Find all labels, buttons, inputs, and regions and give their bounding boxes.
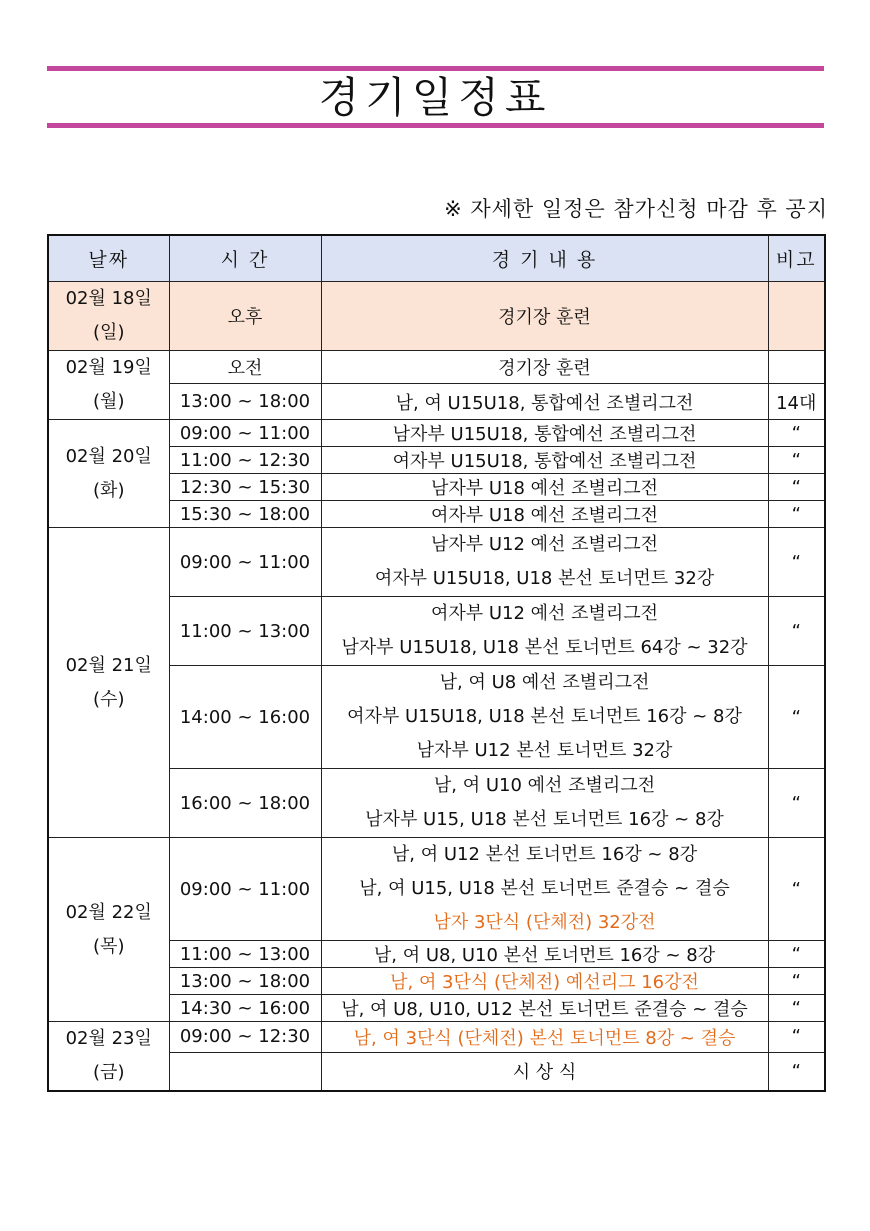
content-line: 여자부 U15U18, 통합예선 조별리그전 [392,451,697,472]
content-line: 여자부 U12 예선 조별리그전 [430,603,659,624]
time-cell [169,1052,321,1091]
header-content: 경 기 내 용 [321,235,768,282]
content-cell [321,384,768,420]
content-line: 경기장 훈련 [498,358,591,380]
title-bottom-rule [47,123,824,128]
remark-cell: “ [768,447,825,474]
content-line-highlight: 남, 여 3단식 (단체전) 본선 토너먼트 8강 ~ 결승 [353,1027,736,1049]
content-line: 남자부 U12 본선 토너먼트 32강 [416,740,673,761]
remark-cell: “ [768,968,825,995]
content-cell [321,597,768,666]
remark-cell: “ [768,941,825,968]
content-cell [321,1052,768,1091]
time-cell: 14:30 ~ 16:00 [169,995,321,1022]
content-cell [321,282,768,351]
remark-cell: 14대 [768,384,825,420]
date-label: 02월 22일 [65,901,152,923]
date-cell [48,528,169,838]
content-line: 경기장 훈련 [498,307,591,328]
content-cell [321,351,768,384]
weekday-label: (월) [93,391,125,412]
remark-cell: “ [768,597,825,666]
remark-cell: “ [768,1052,825,1091]
content-cell [321,838,768,941]
time-cell: 11:00 ~ 13:00 [169,597,321,666]
content-line-highlight: 남, 여 3단식 (단체전) 예선리그 16강전 [390,972,699,993]
remark-cell [768,282,825,351]
content-cell [321,941,768,968]
date-label: 02월 20일 [65,445,152,467]
time-cell: 16:00 ~ 18:00 [169,769,321,838]
time-cell: 13:00 ~ 18:00 [169,968,321,995]
table-row [48,1022,825,1053]
time-cell: 오전 [169,351,321,384]
header-date: 날짜 [48,235,169,282]
content-line: 남, 여 U10 예선 조별리그전 [433,775,656,796]
table-row [48,282,825,351]
content-cell [321,447,768,474]
header-remark: 비고 [768,235,825,282]
time-cell: 오후 [169,282,321,351]
time-cell: 09:00 ~ 12:30 [169,1022,321,1053]
content-cell [321,501,768,528]
remark-cell: “ [768,474,825,501]
date-cell [48,838,169,1022]
table-row [48,838,825,941]
content-line: 남, 여 U12 본선 토너먼트 16강 ~ 8강 [391,844,698,865]
table-row [48,420,825,447]
content-line: 여자부 U18 예선 조별리그전 [430,505,659,526]
content-line: 남자부 U15U18, 통합예선 조별리그전 [392,424,697,445]
content-cell [321,666,768,769]
content-line: 남, 여 U8, U10, U12 본선 토너먼트 준결승 ~ 결승 [341,999,748,1020]
weekday-label: (금) [93,1062,125,1083]
date-label: 02월 18일 [65,288,152,309]
weekday-label: (화) [93,479,125,501]
remark-cell: “ [768,420,825,447]
content-line: 남, 여 U8 예선 조별리그전 [439,672,650,693]
schedule-note: ※ 자세한 일정은 참가신청 마감 후 공지 [444,197,828,221]
remark-cell [768,351,825,384]
remark-cell: “ [768,769,825,838]
content-cell [321,474,768,501]
time-cell: 09:00 ~ 11:00 [169,838,321,941]
time-cell: 15:30 ~ 18:00 [169,501,321,528]
weekday-label: (일) [93,322,125,343]
remark-cell: “ [768,838,825,941]
date-label: 02월 21일 [65,654,152,676]
content-line: 남자부 U15, U18 본선 토너먼트 16강 ~ 8강 [365,809,724,830]
content-cell [321,420,768,447]
content-line: 남, 여 U15, U18 본선 토너먼트 준결승 ~ 결승 [359,878,730,899]
weekday-label: (수) [93,688,125,710]
content-cell [321,528,768,597]
time-cell: 09:00 ~ 11:00 [169,528,321,597]
date-cell [48,282,169,351]
content-cell [321,995,768,1022]
table-header-row [48,235,825,282]
content-line-highlight: 남자 3단식 (단체전) 32강전 [433,912,656,933]
content-line: 남, 여 U8, U10 본선 토너먼트 16강 ~ 8강 [373,945,716,966]
time-cell: 11:00 ~ 12:30 [169,447,321,474]
date-label: 02월 23일 [65,1028,152,1049]
content-cell [321,1022,768,1053]
time-cell: 11:00 ~ 13:00 [169,941,321,968]
content-line: 남자부 U18 예선 조별리그전 [430,478,659,499]
content-line: 남, 여 U15U18, 통합예선 조별리그전 [395,392,694,414]
content-line: 남자부 U12 예선 조별리그전 [430,534,659,555]
date-label: 02월 19일 [65,357,152,378]
remark-cell: “ [768,995,825,1022]
date-cell [48,420,169,528]
page-title: 경기일정표 [318,73,552,122]
remark-cell: “ [768,528,825,597]
content-cell [321,968,768,995]
content-line: 여자부 U15U18, U18 본선 토너먼트 32강 [374,568,715,589]
table-row [48,528,825,597]
content-cell [321,769,768,838]
time-cell: 13:00 ~ 18:00 [169,384,321,420]
remark-cell: “ [768,666,825,769]
schedule-table [47,234,826,1092]
time-cell: 12:30 ~ 15:30 [169,474,321,501]
content-line: 여자부 U15U18, U18 본선 토너먼트 16강 ~ 8강 [347,706,742,727]
header-time: 시 간 [169,235,321,282]
weekday-label: (목) [93,935,125,957]
date-cell [48,1022,169,1092]
content-line: 시 상 식 [512,1062,577,1084]
date-cell [48,351,169,420]
time-cell: 09:00 ~ 11:00 [169,420,321,447]
content-line: 남자부 U15U18, U18 본선 토너먼트 64강 ~ 32강 [341,637,748,658]
remark-cell: “ [768,501,825,528]
time-cell: 14:00 ~ 16:00 [169,666,321,769]
table-row [48,351,825,384]
remark-cell: “ [768,1022,825,1053]
